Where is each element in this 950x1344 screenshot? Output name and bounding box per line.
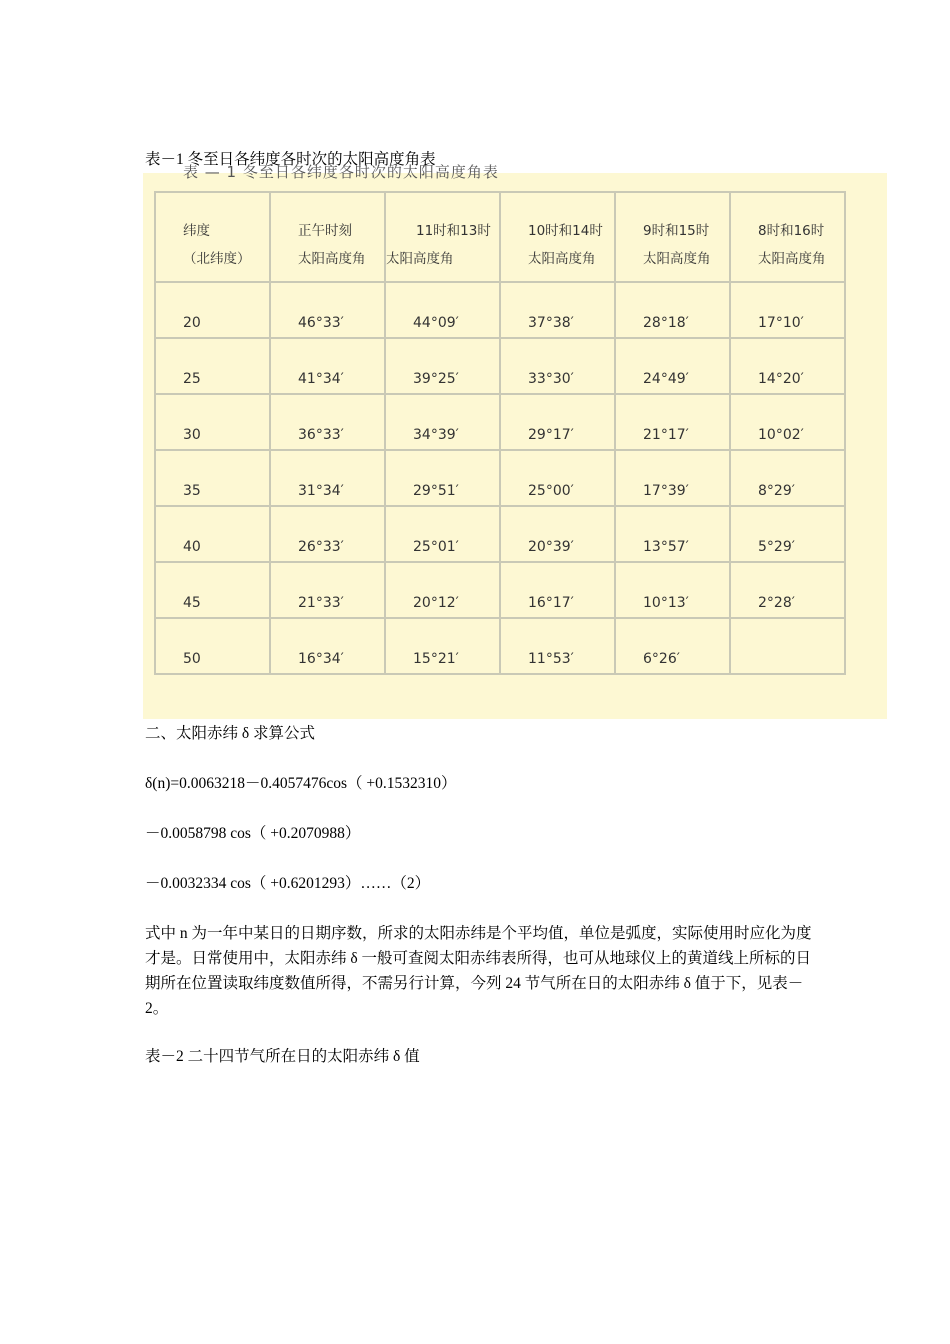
header-latitude: 纬度 （北纬度） — [155, 192, 270, 282]
cell-value: 6°26′ — [615, 618, 730, 674]
cell-value: 2°28′ — [730, 562, 845, 618]
header-10-14: 10时和14时 太阳高度角 — [500, 192, 615, 282]
cell-latitude: 25 — [155, 338, 270, 394]
cell-value: 28°18′ — [615, 282, 730, 338]
header-9-15: 9时和15时 太阳高度角 — [615, 192, 730, 282]
header-11-13: 11时和13时 太阳高度角 — [385, 192, 500, 282]
cell-value: 8°29′ — [730, 450, 845, 506]
table1-title: 表－1 冬至日各纬度各时次的太阳高度角表 — [145, 151, 436, 168]
cell-value — [730, 618, 845, 674]
cell-value: 37°38′ — [500, 282, 615, 338]
header-noon: 正午时刻 太阳高度角 — [270, 192, 385, 282]
cell-value: 13°57′ — [615, 506, 730, 562]
header-8-16: 8时和16时 太阳高度角 — [730, 192, 845, 282]
formula-line-3: －0.0032334 cos（ +0.6201293）……（2） — [145, 875, 431, 892]
cell-value: 36°33′ — [270, 394, 385, 450]
cell-value: 5°29′ — [730, 506, 845, 562]
table-row — [155, 618, 845, 674]
formula-line-2: －0.0058798 cos（ +0.2070988） — [145, 825, 361, 842]
cell-latitude: 50 — [155, 618, 270, 674]
solar-altitude-table — [154, 191, 846, 675]
table-row — [155, 506, 845, 562]
section2-heading: 二、太阳赤纬 δ 求算公式 — [145, 725, 316, 742]
table-header-row — [155, 192, 845, 282]
cell-value: 41°34′ — [270, 338, 385, 394]
cell-value: 20°12′ — [385, 562, 500, 618]
cell-value: 11°53′ — [500, 618, 615, 674]
cell-value: 20°39′ — [500, 506, 615, 562]
cell-value: 14°20′ — [730, 338, 845, 394]
cell-value: 44°09′ — [385, 282, 500, 338]
cell-value: 17°39′ — [615, 450, 730, 506]
cell-latitude: 30 — [155, 394, 270, 450]
cell-value: 33°30′ — [500, 338, 615, 394]
cell-value: 31°34′ — [270, 450, 385, 506]
cell-value: 39°25′ — [385, 338, 500, 394]
cell-latitude: 35 — [155, 450, 270, 506]
cell-value: 25°01′ — [385, 506, 500, 562]
table1-cut-caption: 表 — 1 冬至日各纬度各时次的太阳高度角表 — [183, 163, 499, 181]
cell-value: 21°17′ — [615, 394, 730, 450]
cell-value: 21°33′ — [270, 562, 385, 618]
cell-value: 34°39′ — [385, 394, 500, 450]
table-row — [155, 338, 845, 394]
cell-latitude: 45 — [155, 562, 270, 618]
cell-latitude: 20 — [155, 282, 270, 338]
cell-value: 17°10′ — [730, 282, 845, 338]
cell-value: 16°17′ — [500, 562, 615, 618]
cell-value: 26°33′ — [270, 506, 385, 562]
cell-value: 46°33′ — [270, 282, 385, 338]
cell-value: 29°51′ — [385, 450, 500, 506]
table-row — [155, 282, 845, 338]
cell-value: 25°00′ — [500, 450, 615, 506]
cell-latitude: 40 — [155, 506, 270, 562]
explanation-paragraph: 式中 n 为一年中某日的日期序数，所求的太阳赤纬是个平均值，单位是弧度，实际使用时应化为度才是。日常使用中，太阳赤纬 δ 一般可查阅太阳赤纬表所得，也可从地球仪上的黄道线上所标的日期所在位置读取纬度数值所得，不需另行计算，今列 24 节气所在日的太阳赤纬 δ 值于下，见表－2。 — [145, 925, 812, 1017]
cell-value: 29°17′ — [500, 394, 615, 450]
table1-image — [143, 163, 887, 719]
cell-value: 16°34′ — [270, 618, 385, 674]
cell-value: 24°49′ — [615, 338, 730, 394]
table-row — [155, 394, 845, 450]
cell-value: 10°13′ — [615, 562, 730, 618]
cell-value: 15°21′ — [385, 618, 500, 674]
cell-value: 10°02′ — [730, 394, 845, 450]
table-row — [155, 450, 845, 506]
table2-title: 表－2 二十四节气所在日的太阳赤纬 δ 值 — [145, 1048, 420, 1065]
table-row — [155, 562, 845, 618]
formula-line-1: δ(n)=0.0063218－0.4057476cos（ +0.1532310） — [145, 775, 457, 792]
